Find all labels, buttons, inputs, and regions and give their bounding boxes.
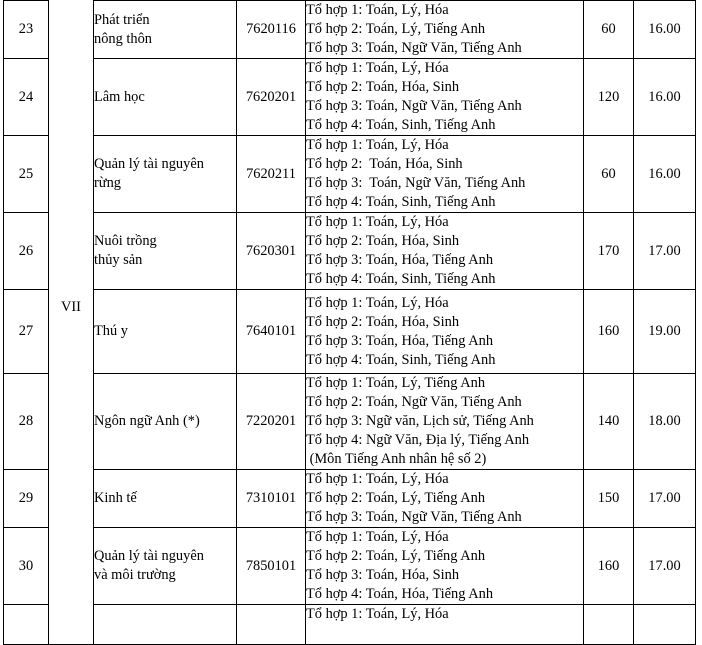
cell-quota: 60 [584,136,634,213]
combo-line: Tổ hợp 2: Toán, Hóa, Sinh [306,313,460,330]
combo-line: Tổ hợp 1: Toán, Lý, Hóa [306,471,449,488]
combo-line: Tổ hợp 1: Toán, Lý, Hóa [306,60,449,77]
table-row [4,528,696,605]
combo-line: Tổ hợp 3: Toán, Hóa, Tiếng Anh [306,252,494,269]
combo-line: Tổ hợp 2: Toán, Hóa, Sinh [306,233,460,250]
combo-line: Tổ hợp 3: Toán, Hóa, Sinh [306,567,460,584]
cell-code: 7640101 [237,290,306,374]
cell-combos [306,290,584,374]
name-line: nông thôn [94,30,152,47]
combo-line: Tổ hợp 2: Toán, Lý, Tiếng Anh [306,490,486,507]
cell-code: 7620201 [237,59,306,136]
combo-note-line: (Môn Tiếng Anh nhân hệ số 2) [306,451,487,468]
cell-quota: 60 [584,1,634,59]
cell-stt: 25 [4,136,49,213]
cell-name [94,213,237,290]
cell-group: VII [49,0,94,645]
name-line: thủy sản [94,252,143,269]
combo-line: Tổ hợp 3: Toán, Hóa, Tiếng Anh [306,332,494,349]
admissions-table [3,0,696,645]
cell-name [94,136,237,213]
cell-code: 7620301 [237,213,306,290]
cell-score: 17.00 [634,470,696,528]
table-row [4,59,696,136]
cell-code: 7310101 [237,470,306,528]
cell-combos [306,1,584,59]
combo-line: Tổ hợp 1: Toán, Lý, Hóa [306,294,449,311]
combo-line: Tổ hợp 1: Toán, Lý, Hóa [306,137,449,154]
combo-line: Tổ hợp 2: Toán, Ngữ Văn, Tiếng Anh [306,394,522,411]
combo-line: Tổ hợp 4: Toán, Sinh, Tiếng Anh [306,194,496,211]
cell-combos [306,136,584,213]
combo-line: Tổ hợp 4: Toán, Sinh, Tiếng Anh [306,351,496,368]
cell-quota: 140 [584,374,634,470]
table-row [4,213,696,290]
cell-name [94,1,237,59]
combo-line: Tổ hợp 1: Toán, Lý, Tiếng Anh [306,375,486,392]
name-line: Quản lý tài nguyên [94,156,204,173]
admissions-table-body [4,0,696,645]
cell-stt: 26 [4,213,49,290]
cell-name [94,290,237,374]
cell-score: 19.00 [634,290,696,374]
combo-line: Tổ hợp 1: Toán, Lý, Hóa [306,214,449,231]
table-row [4,290,696,374]
table-row [4,136,696,213]
cell-combos [306,470,584,528]
cell-combos [306,213,584,290]
cell-score: 17.00 [634,213,696,290]
combo-line: Tổ hợp 3: Toán, Ngữ Văn, Tiếng Anh [306,509,522,526]
cell-score [634,605,696,645]
name-line: Thú y [94,323,128,340]
combo-line: Tổ hợp 2: Toán, Lý, Tiếng Anh [306,548,486,565]
cell-code: 7620116 [237,1,306,59]
combo-line: Tổ hợp 4: Toán, Hóa, Tiếng Anh [306,586,494,603]
name-line: rừng [94,175,121,192]
table-row [4,470,696,528]
name-line: Phát triển [94,11,150,28]
cell-code [237,605,306,645]
name-line: Quản lý tài nguyên [94,548,204,565]
cell-score: 16.00 [634,1,696,59]
name-line: và môi trường [94,567,176,584]
cell-name [94,605,237,645]
cell-quota: 120 [584,59,634,136]
combo-line: Tổ hợp 3: Toán, Ngữ Văn, Tiếng Anh [306,175,526,192]
cell-name [94,528,237,605]
cell-quota: 160 [584,528,634,605]
cell-score: 17.00 [634,528,696,605]
cell-stt: 29 [4,470,49,528]
table-row-partial-bottom [4,605,696,645]
table-row [4,374,696,470]
cell-code: 7850101 [237,528,306,605]
cell-quota: 160 [584,290,634,374]
combo-line: Tổ hợp 2: Toán, Hóa, Sinh [306,79,460,96]
name-line: Nuôi trồng [94,233,157,250]
combo-line: Tổ hợp 2: Toán, Lý, Tiếng Anh [306,21,486,38]
combo-line: Tổ hợp 1: Toán, Lý, Hóa [306,2,449,18]
cell-combos [306,59,584,136]
cell-stt: 27 [4,290,49,374]
combo-line: Tổ hợp 3: Toán, Ngữ Văn, Tiếng Anh [306,98,522,115]
combo-line: Tổ hợp 2: Toán, Hóa, Sinh [306,156,463,173]
cell-stt: 30 [4,528,49,605]
cell-combos [306,605,584,645]
cell-stt: 28 [4,374,49,470]
combo-line: Tổ hợp 4: Toán, Sinh, Tiếng Anh [306,117,496,134]
cell-quota: 150 [584,470,634,528]
combo-line: Tổ hợp 1: Toán, Lý, Hóa [306,529,449,546]
table-row [4,1,696,59]
combo-line: Tổ hợp 4: Ngữ Văn, Địa lý, Tiếng Anh [306,432,530,449]
cell-stt: 24 [4,59,49,136]
cell-stt [4,605,49,645]
cell-combos [306,528,584,605]
cell-score: 16.00 [634,136,696,213]
name-line: Lâm học [94,88,145,105]
cell-score: 16.00 [634,59,696,136]
cell-combos [306,374,584,470]
cell-name [94,59,237,136]
combo-line: Tổ hợp 3: Toán, Ngữ Văn, Tiếng Anh [306,40,522,57]
combo-line: Tổ hợp 3: Ngữ văn, Lịch sử, Tiếng Anh [306,413,534,430]
cell-score: 18.00 [634,374,696,470]
cell-name [94,470,237,528]
combo-line: Tổ hợp 1: Toán, Lý, Hóa [306,606,449,623]
name-line: Kinh tế [94,490,137,507]
cell-code: 7620211 [237,136,306,213]
name-line: Ngôn ngữ Anh (*) [94,413,200,430]
cell-quota: 170 [584,213,634,290]
cell-quota [584,605,634,645]
cell-stt: 23 [4,1,49,59]
cell-code: 7220201 [237,374,306,470]
combo-line: Tổ hợp 4: Toán, Sinh, Tiếng Anh [306,271,496,288]
cell-name [94,374,237,470]
